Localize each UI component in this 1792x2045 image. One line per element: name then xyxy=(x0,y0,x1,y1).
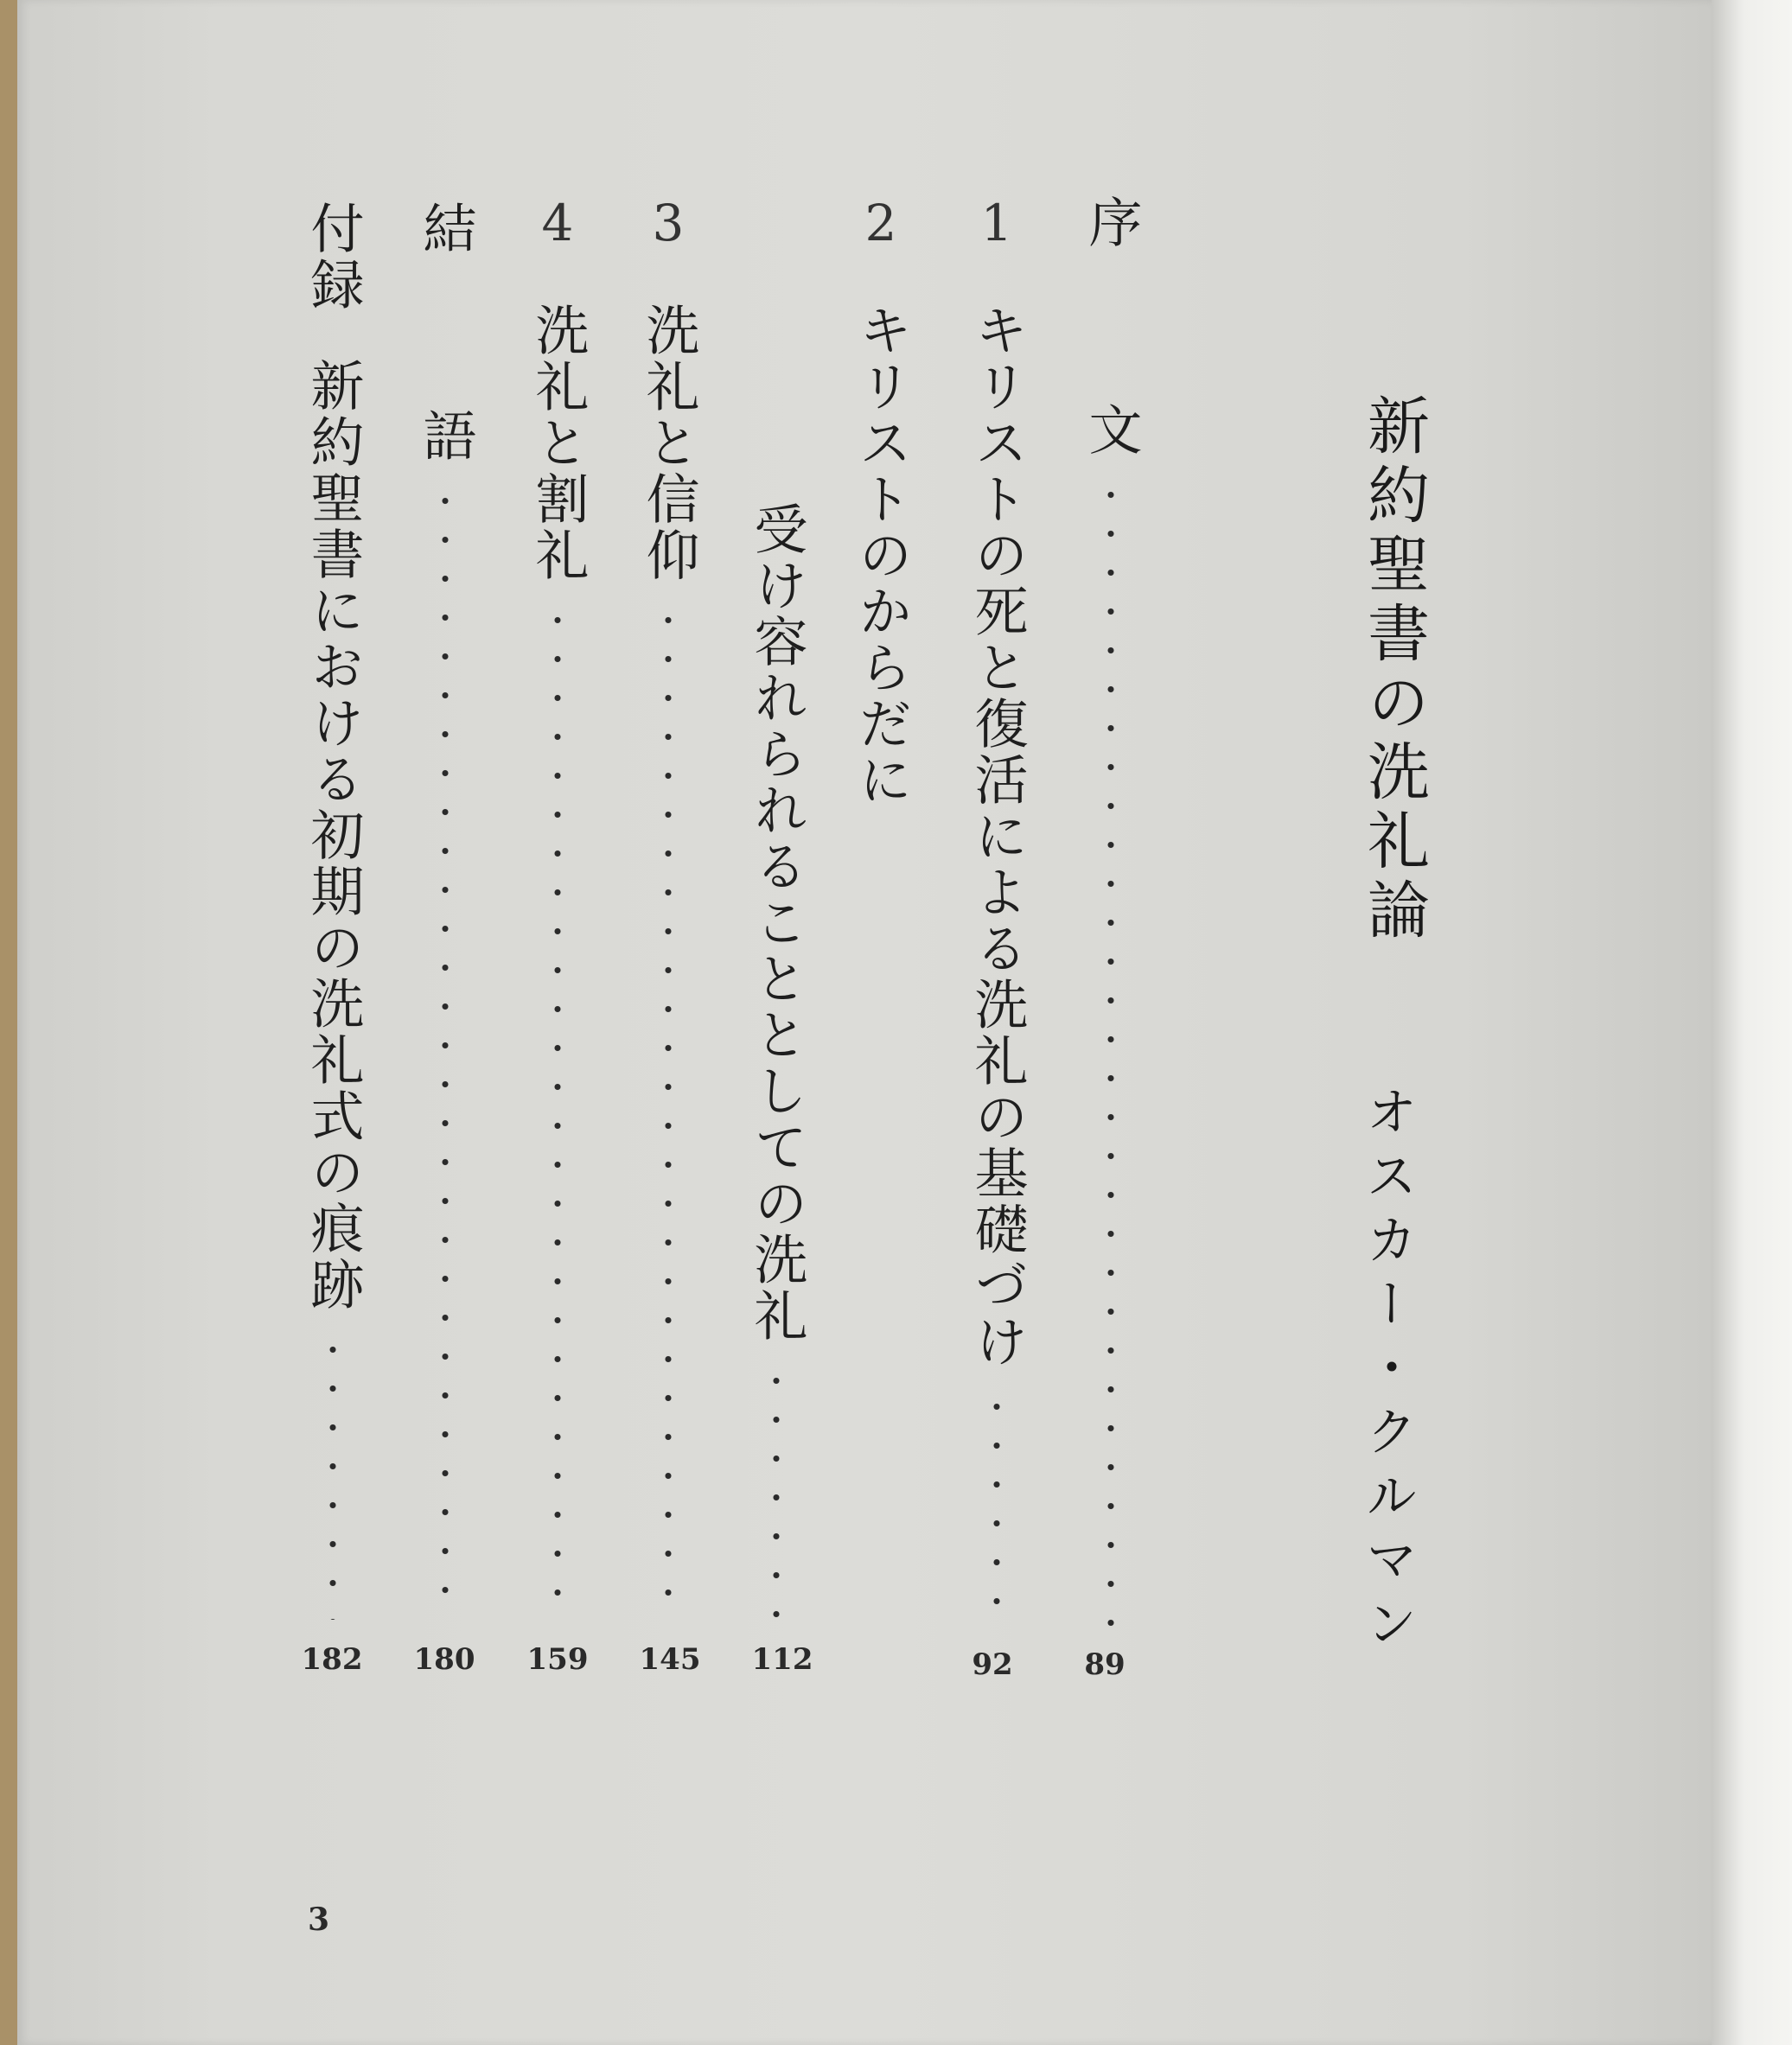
page-number: 92 xyxy=(972,1647,1013,1682)
toc-label: 付録 xyxy=(302,201,365,313)
page-number: 89 xyxy=(1084,1647,1126,1682)
chapter-number: 4 xyxy=(541,194,574,252)
toc-title: 新約聖書における初期の洗礼式の痕跡 xyxy=(302,358,365,1313)
toc-entry-chapter-3 xyxy=(629,194,707,1628)
toc-title: 洗礼と信仰 xyxy=(637,303,700,583)
toc-title: 受け容れられることとしての洗礼 xyxy=(745,501,808,1344)
toc-label: 結 xyxy=(414,201,477,257)
page-number: 159 xyxy=(526,1642,589,1677)
toc-entry-appendix xyxy=(294,201,372,1627)
chapter-number: 2 xyxy=(864,194,897,252)
leader-dots xyxy=(993,1387,1000,1634)
page-number: 180 xyxy=(413,1642,475,1677)
leader-dots xyxy=(665,601,672,1621)
chapter-number: 1 xyxy=(980,194,1013,252)
leader-dots xyxy=(329,1330,336,1620)
toc-entry-chapter-2-continued xyxy=(737,501,815,1629)
book-spine xyxy=(0,0,17,2045)
leader-dots xyxy=(442,481,449,1620)
folio-page-number: 3 xyxy=(308,1902,330,1938)
toc-title: キリストのからだに xyxy=(850,303,913,808)
chapter-number: 3 xyxy=(652,194,685,252)
book-title: 新約聖書の洗礼論 xyxy=(1357,393,1430,946)
toc-title: キリストの死と復活による洗礼の基礎づけ xyxy=(966,303,1029,1370)
page-number: 182 xyxy=(301,1642,363,1677)
toc-title: 洗礼と割礼 xyxy=(526,303,590,583)
leader-dots xyxy=(554,601,561,1621)
toc-title: 語 xyxy=(414,408,477,464)
toc-entry-chapter-1 xyxy=(958,194,1036,1640)
toc-entry-chapter-4 xyxy=(519,194,596,1628)
toc-label: 序 xyxy=(1080,194,1143,251)
page-number: 112 xyxy=(751,1642,813,1677)
page-edge xyxy=(1712,0,1792,2045)
page-number: 145 xyxy=(639,1642,701,1677)
toc-entry-chapter-2 xyxy=(842,194,920,889)
leader-dots xyxy=(773,1361,780,1622)
toc-entry-conclusion xyxy=(406,201,484,1627)
leader-dots xyxy=(1107,475,1114,1640)
toc-title: 文 xyxy=(1080,402,1143,458)
toc-entry-preface xyxy=(1072,194,1150,1647)
book-author: オスカー・クルマン xyxy=(1357,1085,1418,1660)
